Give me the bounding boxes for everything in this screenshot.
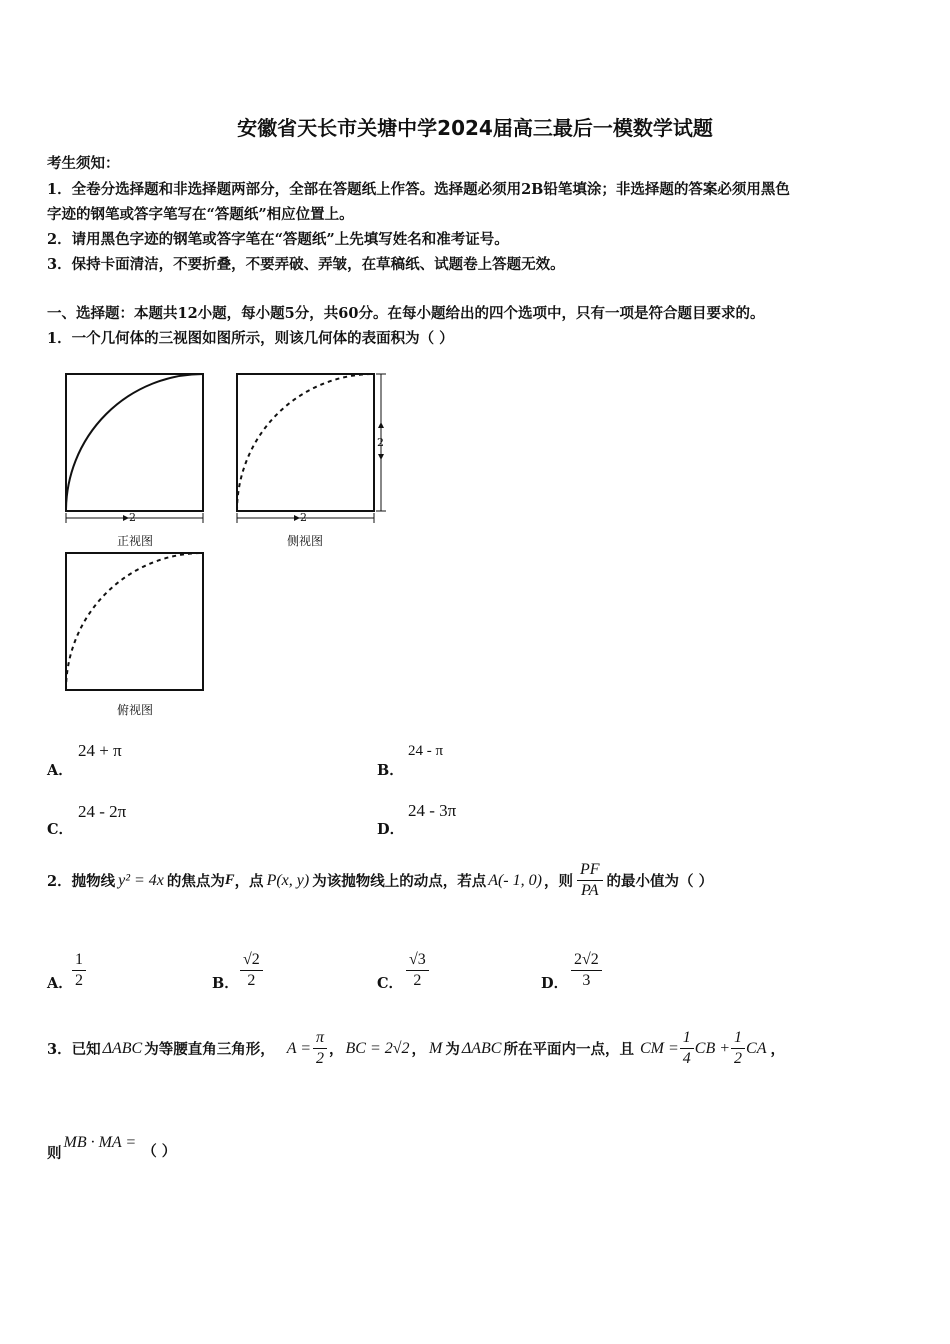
q2-option-c-numerator: √3 [406, 950, 429, 971]
q2-number: 2． [47, 873, 72, 890]
q2-option-d-value[interactable] [571, 950, 602, 991]
q3-triangle-2: ΔABC [461, 1039, 502, 1057]
q2-option-a-value[interactable] [72, 950, 86, 991]
q1-option-d-value[interactable]: 24 - 3π [408, 801, 457, 820]
q3-fraction-1-denominator: 4 [682, 1050, 691, 1067]
q2-option-b-denominator: 2 [247, 972, 256, 989]
q3-text-2: 为等腰直角三角形， [144, 1041, 275, 1058]
q3-side-bc: BC = 2√2 [345, 1039, 410, 1057]
front-view-dimension: 2 [129, 511, 136, 524]
q3-vector-ca: CA [746, 1039, 767, 1057]
q2-point-p: P(x, y) [266, 871, 310, 889]
q3-triangle: ΔABC [102, 1039, 143, 1057]
q3-text-1: 已知 [71, 1041, 101, 1058]
q3-comma-2: ， [411, 1041, 427, 1058]
q2-option-c-label[interactable]: C． [377, 975, 404, 992]
q2-ratio-denominator: PA [581, 882, 599, 899]
notice-heading: 考生须知： [47, 155, 120, 172]
q2-option-b-label[interactable]: B． [212, 975, 239, 992]
q2-text-2: 的焦点为 [166, 873, 225, 890]
q2-text-5: ，则 [543, 873, 573, 890]
q2-ratio-numerator: PF [577, 860, 603, 881]
q1-option-a-label[interactable]: A． [47, 762, 73, 779]
q3-angle-a: A = [286, 1039, 311, 1057]
q2-option-d-label[interactable]: D． [541, 975, 569, 992]
front-view-caption: 正视图 [117, 534, 154, 548]
q2-text-3: ，点 [234, 873, 264, 890]
q1-option-a-value[interactable]: 24 + π [78, 741, 122, 760]
q3-then: 则 [47, 1145, 62, 1162]
q3-number: 3． [47, 1041, 72, 1058]
side-view-dimension-right: 2 [377, 436, 384, 449]
notice-item-3: 3．保持卡面清洁，不要折叠，不要弄破、弄皱，在草稿纸、试题卷上答题无效。 [47, 256, 565, 273]
q2-text-6: 的最小值为（ ） [606, 873, 714, 890]
side-view-dimension-bottom: 2 [300, 511, 307, 524]
q2-point-a: A(- 1, 0) [488, 871, 542, 889]
top-view-figure [60, 547, 210, 697]
q3-dot-product: MB · MA = [63, 1134, 137, 1151]
section-heading: 一、选择题：本题共12小题，每小题5分，共60分。在每小题给出的四个选项中，只有一项是符合题目要求的。 [47, 305, 765, 322]
q3-vector-cb: CB + [694, 1039, 731, 1057]
q2-option-a-numerator: 1 [72, 950, 86, 971]
q2-option-d-denominator: 3 [582, 972, 591, 989]
q3-fraction-2-denominator: 2 [734, 1050, 743, 1067]
q3-text-4: 所在平面内一点，且 [503, 1041, 634, 1058]
side-view-figure [231, 368, 391, 528]
q1-option-b-value[interactable]: 24 - π [408, 743, 444, 759]
question-2-stem [47, 860, 713, 901]
q3-point-m: M [429, 1039, 443, 1057]
q3-answer-blank: （ ） [142, 1143, 177, 1160]
question-3-stem [47, 1028, 785, 1069]
q2-option-b-value[interactable] [240, 950, 263, 991]
q3-comma-1: ， [329, 1041, 344, 1058]
q1-option-b-label[interactable]: B． [377, 762, 404, 779]
q3-angle-fraction [313, 1028, 327, 1069]
q1-option-c-label[interactable]: C． [47, 821, 74, 838]
q2-ratio-fraction [577, 860, 603, 901]
q3-fraction-2-numerator: 1 [731, 1028, 745, 1049]
exam-title: 安徽省天长市关塘中学2024届高三最后一模数学试题 [237, 116, 713, 140]
q3-text-3: 为 [445, 1041, 460, 1058]
q2-focus-f: F [224, 872, 235, 888]
q1-option-d-label[interactable]: D． [377, 821, 405, 838]
notice-item-2: 2．请用黑色字迹的钢笔或答字笔在“答题纸”上先填写姓名和准考证号。 [47, 231, 509, 248]
q3-angle-denominator: 2 [315, 1050, 324, 1067]
q2-parabola-equation: y² = 4x [118, 871, 164, 889]
front-view-figure [60, 368, 210, 528]
q3-fraction-half [731, 1028, 745, 1069]
q2-option-c-denominator: 2 [413, 972, 422, 989]
q2-option-b-numerator: √2 [240, 950, 263, 971]
q3-comma-3: ， [770, 1041, 785, 1058]
notice-item-1-line-1: 1．全卷分选择题和非选择题两部分，全部在答题纸上作答。选择题必须用2B铅笔填涂；非选择题的答案必须用黑色 [47, 181, 790, 198]
q2-option-d-numerator: 2√2 [571, 950, 602, 971]
question-1-stem: 1．一个几何体的三视图如图所示，则该几何体的表面积为（ ） [47, 330, 454, 347]
q3-angle-numerator: π [313, 1028, 327, 1049]
q1-option-c-value[interactable]: 24 - 2π [78, 802, 127, 821]
notice-item-1-line-2: 字迹的钢笔或答字笔写在“答题纸”相应位置上。 [47, 206, 354, 223]
q2-text-1: 抛物线 [71, 873, 116, 890]
question-3-continuation [47, 1134, 176, 1163]
q3-fraction-1-numerator: 1 [680, 1028, 694, 1049]
q3-fraction-quarter [680, 1028, 694, 1069]
q2-text-4: 为该抛物线上的动点，若点 [312, 873, 487, 890]
side-view-caption: 侧视图 [287, 534, 324, 548]
q2-option-c-value[interactable] [406, 950, 429, 991]
q2-option-a-label[interactable]: A． [47, 975, 73, 992]
q3-vector-cm: CM = [639, 1039, 679, 1057]
q2-option-a-denominator: 2 [75, 972, 83, 989]
top-view-caption: 俯视图 [117, 703, 154, 717]
